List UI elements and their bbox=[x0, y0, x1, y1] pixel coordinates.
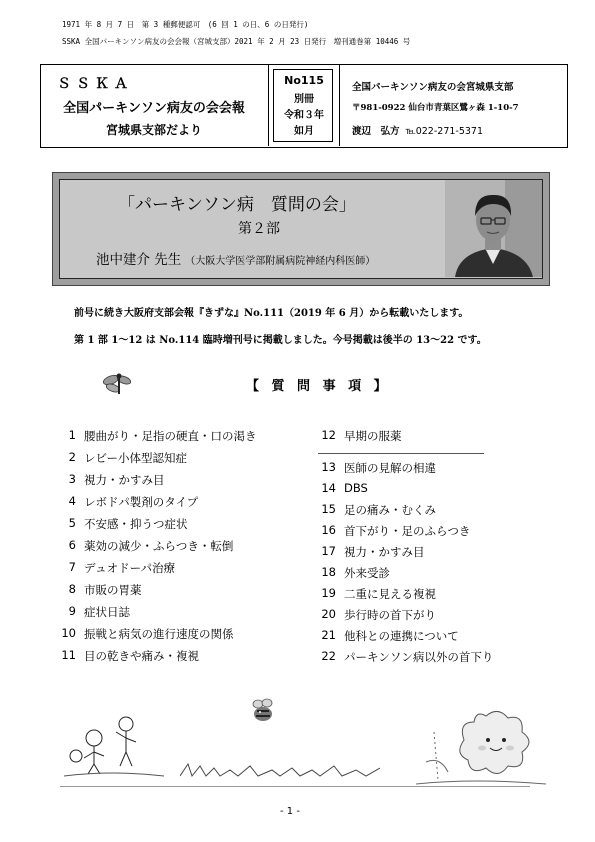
contact-name: 渡辺 弘方 bbox=[352, 126, 400, 137]
questions-heading: 【 質 問 事 項 】 bbox=[246, 379, 391, 394]
question-list-left bbox=[58, 428, 298, 678]
question-number: 11 bbox=[61, 648, 76, 662]
question-number: 10 bbox=[61, 626, 76, 640]
question-text: 症状日誌 bbox=[84, 605, 130, 619]
registration-line-2: SSKA 全国パーキンソン病友の会会報（宮城支部）2021 年 2 月 23 日発行 増刊通巻第 10446 号 bbox=[62, 37, 411, 46]
question-number: 8 bbox=[68, 582, 76, 596]
question-number: 6 bbox=[68, 538, 76, 552]
dragonfly-icon bbox=[102, 372, 136, 400]
question-text: 医師の見解の相違 bbox=[344, 461, 436, 475]
speaker-line bbox=[96, 248, 375, 268]
children-drawing-icon bbox=[64, 712, 164, 782]
page-number: - 1 - bbox=[280, 806, 300, 817]
flower-drawing-icon bbox=[416, 702, 546, 790]
question-number: 14 bbox=[321, 481, 336, 495]
org-name: 全国パーキンソン病友の会宮城県支部 bbox=[352, 82, 514, 93]
masthead-newsletter-name: 全国パーキンソン病友の会会報 bbox=[63, 101, 245, 116]
issue-number: No115 bbox=[284, 74, 324, 87]
grass-drawing-icon bbox=[180, 756, 380, 784]
question-text: レビー小体型認知症 bbox=[84, 451, 188, 465]
question-text: 目の乾きや痛み・複視 bbox=[84, 649, 199, 663]
question-number: 1 bbox=[68, 428, 76, 442]
question-number: 12 bbox=[321, 428, 336, 442]
question-text: デュオドーパ治療 bbox=[84, 561, 176, 575]
question-number: 18 bbox=[321, 565, 336, 579]
masthead-contact-cell bbox=[340, 65, 566, 146]
question-divider bbox=[318, 453, 484, 454]
question-text: 薬効の減少・ふらつき・転倒 bbox=[84, 539, 234, 553]
question-number: 5 bbox=[68, 516, 76, 530]
question-text: 不安感・抑うつ症状 bbox=[84, 517, 188, 531]
masthead-issue-cell bbox=[269, 65, 340, 146]
question-number: 22 bbox=[321, 649, 336, 663]
question-number: 15 bbox=[321, 502, 336, 516]
question-text: レボドパ製剤のタイプ bbox=[84, 495, 199, 509]
issue-month: 如月 bbox=[294, 126, 314, 137]
article-title: 「パーキンソン病 質問の会」 bbox=[118, 195, 356, 215]
question-text: 腰曲がり・足指の硬直・口の渇き bbox=[84, 429, 257, 443]
question-text: DBS bbox=[344, 481, 368, 495]
intro-line-2: 第 1 部 1～12 は No.114 臨時増刊号に掲載しました。今号掲載は後半の 13～22 です。 bbox=[74, 335, 487, 346]
org-address: 〒981-0922 仙台市青葉区鷺ヶ森 1-10-7 bbox=[352, 103, 519, 113]
title-banner bbox=[52, 172, 550, 286]
title-banner-inner bbox=[59, 179, 543, 279]
question-text: 外来受診 bbox=[344, 566, 390, 580]
speaker-photo bbox=[445, 180, 542, 277]
registration-line-1: 1971 年 8 月 7 日 第 3 種郵便認可 (6 回 1 の日、6 の日発行) bbox=[62, 20, 309, 29]
masthead bbox=[40, 64, 568, 148]
question-text: 早期の服薬 bbox=[344, 429, 402, 443]
question-text: 他科との連携について bbox=[344, 629, 459, 643]
speaker-affiliation: （大阪大学医学部附属病院神経内科医師） bbox=[185, 256, 376, 267]
question-number: 19 bbox=[321, 586, 336, 600]
question-text: 市販の胃薬 bbox=[84, 583, 142, 597]
masthead-branch-name: 宮城県支部だより bbox=[105, 123, 202, 137]
question-number: 13 bbox=[321, 460, 336, 474]
issue-extra: 別冊 bbox=[294, 94, 314, 105]
question-number: 4 bbox=[68, 494, 76, 508]
contact-phone: ℡022-271-5371 bbox=[405, 126, 484, 137]
question-number: 9 bbox=[68, 604, 76, 618]
question-number: 16 bbox=[321, 523, 336, 537]
speaker-name: 池中建介 先生 bbox=[96, 252, 182, 268]
question-text: 振戦と病気の進行速度の関係 bbox=[84, 627, 234, 641]
question-number: 7 bbox=[68, 560, 76, 574]
question-number: 17 bbox=[321, 544, 336, 558]
intro-line-1: 前号に続き大阪府支部会報『きずな』No.111（2019 年 6 月）から転載いたします。 bbox=[74, 308, 469, 319]
question-text: パーキンソン病以外の首下り bbox=[344, 650, 494, 664]
footer-divider bbox=[60, 786, 530, 787]
article-part: 第２部 bbox=[238, 221, 280, 237]
question-text: 首下がり・足のふらつき bbox=[344, 524, 471, 538]
question-text: 視力・かすみ目 bbox=[84, 473, 165, 487]
masthead-sska: ＳＳＫＡ bbox=[57, 76, 133, 92]
question-number: 2 bbox=[68, 450, 76, 464]
question-text: 足の痛み・むくみ bbox=[344, 503, 436, 517]
question-number: 3 bbox=[68, 472, 76, 486]
issue-era: 令和３年 bbox=[284, 110, 324, 121]
question-list-right bbox=[318, 428, 558, 678]
question-number: 20 bbox=[321, 607, 336, 621]
question-text: 二重に見える複視 bbox=[344, 587, 436, 601]
masthead-title-cell bbox=[41, 65, 269, 146]
bee-icon bbox=[248, 696, 278, 730]
question-text: 視力・かすみ目 bbox=[344, 545, 425, 559]
question-number: 21 bbox=[321, 628, 336, 642]
org-contact bbox=[352, 123, 483, 137]
question-text: 歩行時の首下がり bbox=[344, 608, 436, 622]
issue-box bbox=[273, 69, 333, 142]
